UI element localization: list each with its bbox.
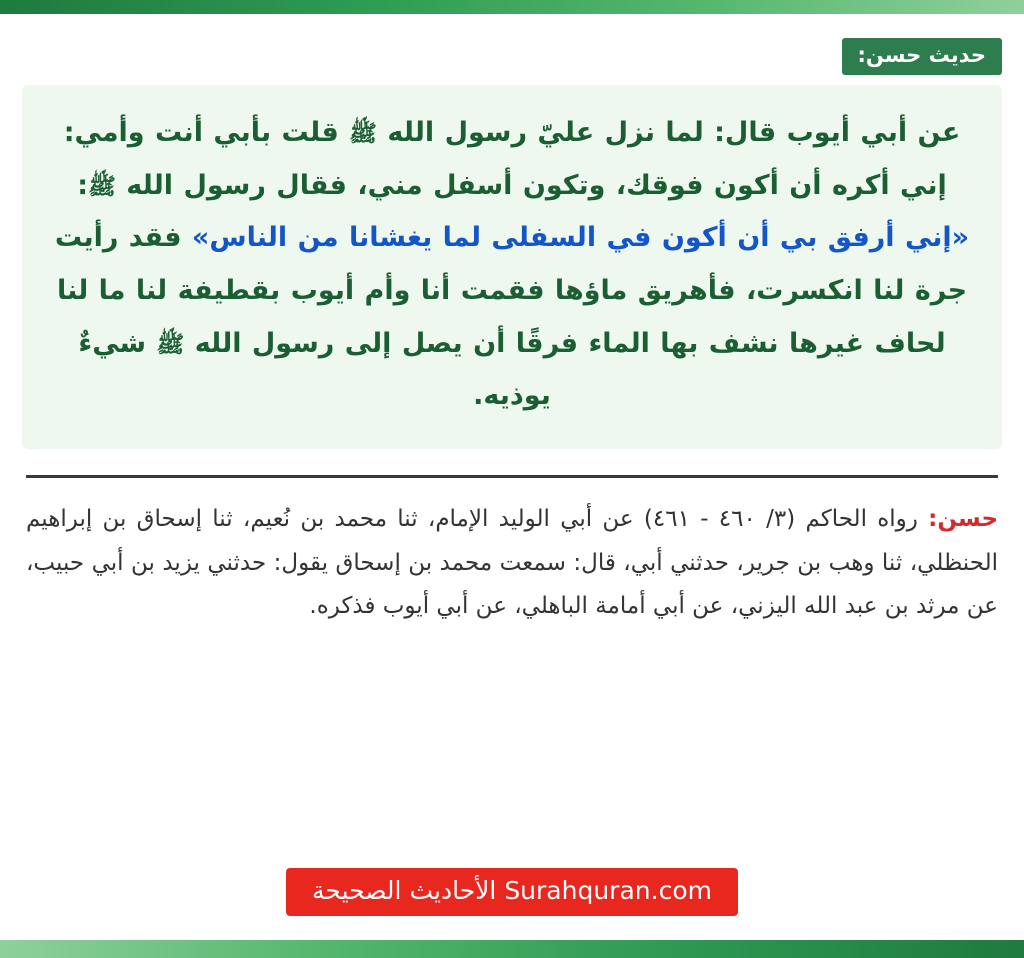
- site-url: Surahquran.com: [504, 875, 712, 905]
- top-gradient-band: [0, 0, 1024, 14]
- sallallahu-alayhi-wasallam-glyph-1: ﷺ: [349, 121, 377, 147]
- section-divider: [26, 475, 998, 478]
- footer-row: [22, 868, 1002, 931]
- hadith-grade-badge: حديث حسن:: [842, 38, 1003, 75]
- sallallahu-alayhi-wasallam-glyph-3: ﷺ: [156, 331, 185, 358]
- sallallahu-alayhi-wasallam-glyph-2: ﷺ: [88, 173, 116, 200]
- footer-title: الأحاديث الصحيحة: [312, 875, 497, 905]
- hadith-text: [48, 107, 976, 423]
- grade-badge-row: [22, 38, 1002, 75]
- hadith-part-5: شيءٌ يوذيه.: [78, 327, 551, 412]
- hadith-part-2: قلت بأبي أنت وأمي: إني أكره أن أكون فوقك، وتكون أسفل مني، فقال رسول الله: [63, 117, 947, 201]
- hadith-prophetic-quote: «إني أرفق بي أن أكون في السفلى لما يغشانا من الناس»: [191, 222, 970, 254]
- site-footer-badge[interactable]: [286, 868, 738, 917]
- page-content: [0, 14, 1024, 940]
- hadith-part-1: عن أبي أيوب قال: لما نزل عليّ رسول الله: [387, 117, 961, 148]
- takhrij-grade-word: حسن:: [928, 505, 999, 532]
- hadith-text-box: [22, 85, 1002, 449]
- takhrij-paragraph: [26, 498, 998, 629]
- hadith-part-4: فقد رأيت جرة لنا انكسرت، فأهريق ماؤها فقمت أنا وأم أيوب بقطيفة لنا ما لنا لحاف غيرها نشف بها الماء فرقًا أن يصل إلى رسول الله: [54, 222, 968, 359]
- hadith-colon: :: [77, 169, 89, 201]
- takhrij-text: رواه الحاكم (٣/ ٤٦٠ - ٤٦١) عن أبي الوليد الإمام، ثنا محمد بن نُعيم، ثنا إسحاق بن إبراهيم الحنظلي، ثنا وهب بن جرير، حدثني أبي، قال: سمعت محمد بن إسحاق يقول: حدثني يزيد بن أبي حبيب، عن مرثد بن عبد الله اليزني، عن أبي أمامة الباهلي، عن أبي أيوب فذكره.: [26, 505, 998, 620]
- bottom-gradient-band: [0, 940, 1024, 958]
